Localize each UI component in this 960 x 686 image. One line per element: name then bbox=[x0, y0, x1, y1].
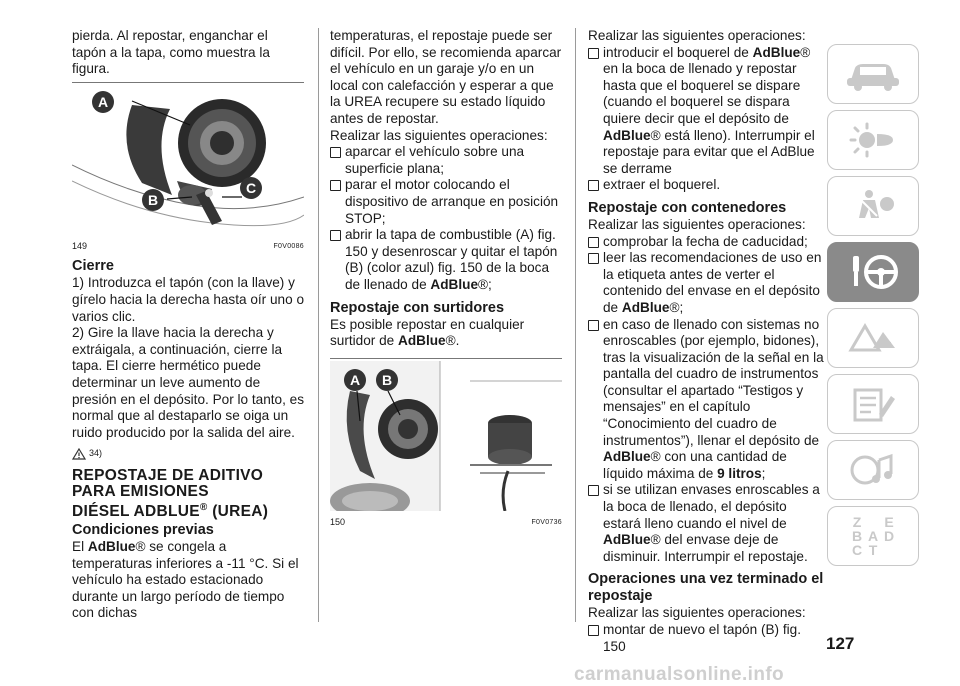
conditions-paragraph bbox=[72, 539, 304, 622]
index-letter: A bbox=[867, 528, 879, 544]
operations-intro: Realizar las siguientes operaciones: bbox=[588, 28, 806, 43]
warning-reference bbox=[72, 445, 304, 462]
list-item-text bbox=[345, 227, 562, 293]
text-span: ® se congela a temperaturas inferiores a -11 °C. Si el vehículo ha estado estacionado durante un largo período de tiempo con dichas bbox=[72, 539, 299, 621]
tab-maintenance[interactable] bbox=[827, 374, 919, 434]
tab-starting-driving[interactable] bbox=[827, 242, 919, 302]
list-item-text bbox=[603, 482, 824, 565]
section-title-line-3 bbox=[72, 500, 304, 520]
index-letter: D bbox=[883, 528, 895, 544]
text-span: ; bbox=[761, 465, 766, 481]
checkbox-bullet-icon bbox=[588, 485, 599, 496]
emergency-triangle-icon bbox=[843, 318, 903, 358]
tab-emergency[interactable] bbox=[827, 308, 919, 368]
index-letters-grid bbox=[849, 515, 897, 557]
page-number: 127 bbox=[826, 634, 855, 653]
brand-adblue: AdBlue bbox=[430, 276, 478, 292]
section-title-line-1: REPOSTAJE DE ADITIVO bbox=[72, 466, 264, 484]
tab-safety[interactable] bbox=[827, 176, 919, 236]
text-span: si se utilizan envases enroscables a la boca de llenado, el depósito estará lleno cuando el nivel de bbox=[603, 482, 820, 531]
section-title-line-2: PARA EMISIONES bbox=[72, 482, 209, 500]
brand-adblue: AdBlue bbox=[87, 539, 136, 555]
checkbox-bullet-icon bbox=[330, 180, 341, 191]
list-item bbox=[330, 177, 562, 227]
operations-intro: Realizar las siguientes operaciones: bbox=[588, 605, 806, 621]
text-span: ® del envase deje de disminuir. Interrumpir el repostaje. bbox=[603, 532, 808, 564]
list-item bbox=[330, 227, 562, 293]
key-steering-wheel-icon bbox=[843, 250, 903, 294]
brand-adblue: AdBlue bbox=[603, 532, 651, 548]
text-span: abrir la tapa de combustible (A) fig. 150 y desenroscar y quitar el tapón (B) (color azul) fig. 150 de la boca de llenado de bbox=[345, 227, 558, 292]
checkbox-bullet-icon bbox=[330, 230, 341, 241]
warning-ref-number: 34) bbox=[89, 448, 103, 459]
text-span: El bbox=[72, 539, 88, 555]
multimedia-music-icon bbox=[843, 450, 903, 490]
callout-a: A bbox=[92, 91, 114, 113]
callout-b: B bbox=[376, 369, 398, 391]
list-item bbox=[588, 177, 824, 194]
brand-adblue: AdBlue bbox=[621, 299, 670, 315]
text-span: ®; bbox=[478, 276, 492, 292]
section-title-adblue: DIÉSEL ADBLUE bbox=[72, 503, 200, 521]
checkbox-bullet-icon bbox=[588, 48, 599, 59]
figure-top-rule bbox=[330, 358, 562, 359]
column-divider-2 bbox=[575, 28, 576, 622]
figure-code: F0V0086 bbox=[273, 243, 304, 251]
list-item-text: parar el motor colocando el dispositivo de arranque en posición STOP; bbox=[345, 177, 559, 226]
checkbox-bullet-icon bbox=[588, 237, 599, 248]
list-item bbox=[588, 234, 824, 251]
index-letter: C bbox=[851, 542, 863, 558]
text-span: ® con una cantidad de líquido máxima de bbox=[603, 449, 787, 481]
column-2 bbox=[330, 28, 562, 528]
list-item-text bbox=[603, 45, 824, 178]
brand-adblue: AdBlue bbox=[603, 127, 651, 143]
section-title bbox=[72, 468, 304, 520]
column-divider-1 bbox=[318, 28, 319, 622]
text-span: ®; bbox=[669, 299, 684, 315]
registered-mark: ® bbox=[199, 501, 208, 513]
callout-c: C bbox=[240, 177, 262, 199]
tab-index[interactable] bbox=[827, 506, 919, 566]
list-item bbox=[588, 317, 824, 483]
containers-heading: Repostaje con contenedores bbox=[588, 199, 787, 216]
quantity-value: 9 litros bbox=[717, 465, 762, 481]
checkbox-bullet-icon bbox=[588, 253, 599, 264]
list-item-text: montar de nuevo el tapón (B) fig. 150 bbox=[603, 622, 801, 654]
figure-149-caption bbox=[72, 241, 304, 252]
text-span: leer las recomendaciones de uso en la etiqueta antes de verter el contenido del envase en el depósito de bbox=[603, 250, 822, 315]
list-item bbox=[330, 144, 562, 177]
tab-multimedia[interactable] bbox=[827, 440, 919, 500]
index-letter: T bbox=[868, 542, 878, 558]
brand-adblue: AdBlue bbox=[398, 333, 446, 349]
figure-150-caption bbox=[330, 517, 562, 528]
text-span: Es posible repostar en cualquier surtidor de bbox=[330, 316, 525, 349]
brand-adblue: AdBlue bbox=[603, 449, 651, 465]
tab-car[interactable] bbox=[827, 44, 919, 104]
maintenance-checklist-icon bbox=[843, 384, 903, 424]
tab-dashboard[interactable] bbox=[827, 110, 919, 170]
operations-intro: Realizar las siguientes operaciones: bbox=[330, 127, 548, 143]
index-letter: Z bbox=[852, 514, 862, 530]
figure-top-rule bbox=[72, 82, 304, 83]
cierre-step-1: 1) Introduzca el tapón (con la llave) y gírelo hacia la derecha hasta oír uno o varios clic. bbox=[72, 275, 305, 324]
callout-b: B bbox=[142, 189, 164, 211]
cierre-step-2: 2) Gire la llave hacia la derecha y extráigala, a continuación, cierre la tapa. El cierre hermético puede determinar un leve aumento de presión en el depósito. Por lo tanto, es normal que al destaparlo se oiga un ruido producido por la salida del aire. bbox=[72, 325, 304, 440]
chapter-tabs bbox=[827, 44, 919, 572]
column-1 bbox=[72, 28, 304, 622]
callout-a: A bbox=[344, 369, 366, 391]
checkbox-bullet-icon bbox=[588, 625, 599, 636]
watermark: carmanualsonline.info bbox=[574, 664, 785, 685]
index-letter: B bbox=[851, 528, 863, 544]
text-span: ®. bbox=[445, 333, 460, 349]
section-title-urea: (UREA) bbox=[207, 503, 269, 521]
figure-number: 149 bbox=[72, 241, 88, 252]
figure-number: 150 bbox=[330, 517, 346, 528]
seatbelt-airbag-icon bbox=[843, 186, 903, 226]
checkbox-bullet-icon bbox=[588, 180, 599, 191]
pump-heading: Repostaje con surtidores bbox=[330, 299, 505, 316]
car-icon bbox=[843, 54, 903, 94]
list-item-text: aparcar el vehículo sobre una superficie plana; bbox=[345, 144, 525, 176]
list-item-text bbox=[603, 317, 824, 483]
operations-intro: Realizar las siguientes operaciones: bbox=[588, 216, 806, 232]
list-item bbox=[588, 482, 824, 565]
index-letter: E bbox=[884, 514, 894, 530]
brand-adblue: AdBlue bbox=[752, 44, 801, 60]
list-item-text bbox=[603, 250, 824, 316]
column-3 bbox=[588, 28, 824, 655]
pump-paragraph bbox=[330, 317, 562, 350]
figure-code: F0V0736 bbox=[531, 519, 562, 527]
list-item-text: comprobar la fecha de caducidad; bbox=[603, 233, 808, 249]
cierre-heading: Cierre bbox=[72, 258, 114, 275]
warning-hand-icon bbox=[72, 448, 86, 460]
dashboard-light-icon bbox=[843, 120, 903, 160]
list-item bbox=[588, 250, 824, 316]
continuation-paragraph: temperaturas, el repostaje puede ser difícil. Por ello, se recomienda aparcar el vehículo en un garaje y/o en un local con calefacción y esperar a que la UREA recupere su estado líquido antes de repostar. bbox=[330, 28, 562, 126]
checkbox-bullet-icon bbox=[588, 320, 599, 331]
after-refuel-heading: Operaciones una vez terminado el repostaje bbox=[588, 571, 824, 605]
list-item-text: extraer el boquerel. bbox=[603, 177, 721, 193]
list-item bbox=[588, 45, 824, 178]
checkbox-bullet-icon bbox=[330, 147, 341, 158]
text-span: en caso de llenado con sistemas no enroscables (por ejemplo, bidones), tras la visualización de la señal en la pantalla del cuadro de instrumentos (consultar el apartado “Testigos y mensajes” en el capítulo “Conocimiento del cuadro de instrumentos”), llenar el depósito de bbox=[603, 316, 824, 448]
intro-paragraph: pierda. Al repostar, enganchar el tapón a la tapa, como muestra la figura. bbox=[72, 28, 270, 77]
conditions-heading: Condiciones previas bbox=[72, 522, 214, 539]
list-item bbox=[588, 622, 824, 655]
text-span: introducir el boquerel de bbox=[603, 44, 753, 60]
text-span: ® en la boca de llenado y repostar hasta que el boquerel se dispare (cuando el boquerel se dispara quiere decir que el depósito de bbox=[603, 44, 811, 126]
text-span: ® está lleno). Interrumpir el repostaje para evitar que el AdBlue se derrame bbox=[603, 127, 815, 176]
figure-149 bbox=[72, 85, 304, 240]
figure-150 bbox=[330, 361, 562, 516]
